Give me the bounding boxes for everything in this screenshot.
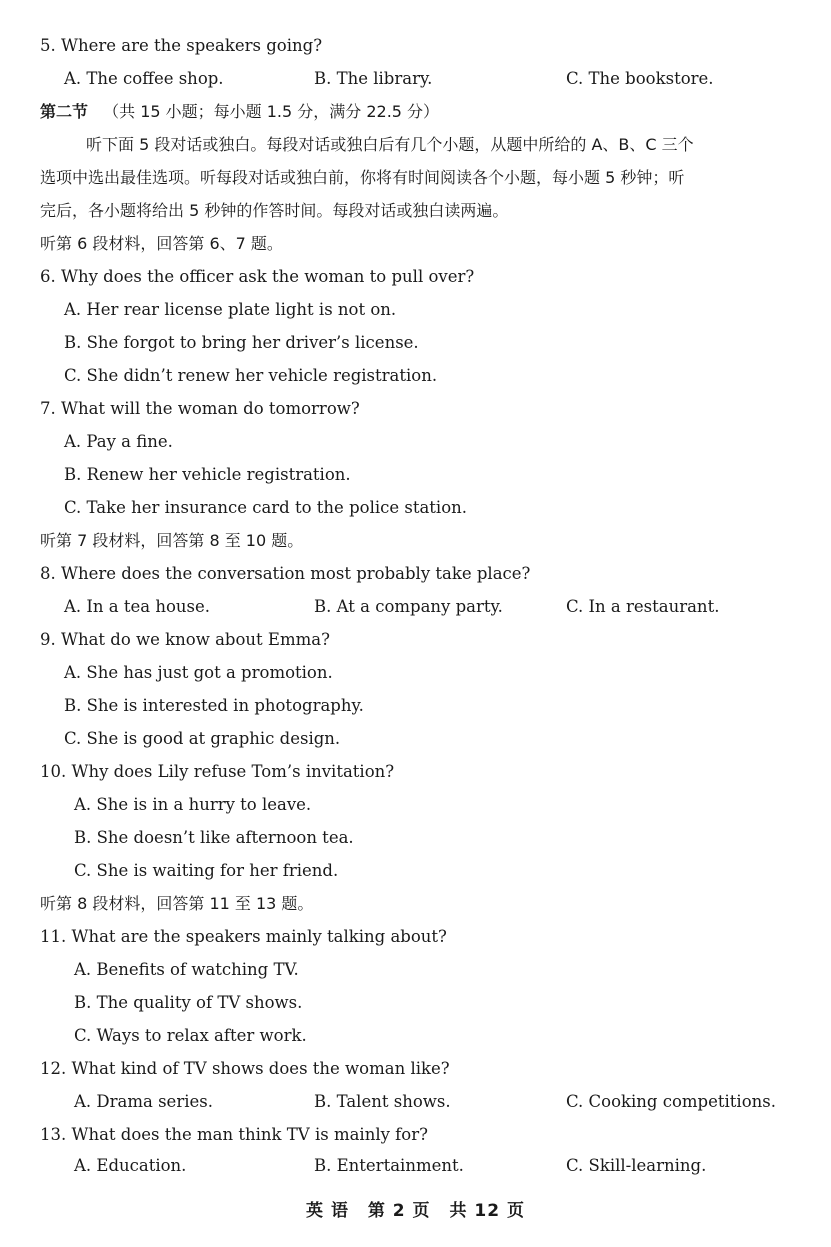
question-11-option-c: C. Ways to relax after work. (74, 1026, 307, 1045)
question-12-option-a: A. Drama series. (74, 1092, 213, 1111)
instructions-line-3: 完后，各小题将给出 5 秒钟的作答时间。每段对话或独白读两遍。 (40, 201, 509, 220)
question-12-stem: 12. What kind of TV shows does the woman like? (40, 1059, 450, 1078)
question-10-option-b: B. She doesn’t like afternoon tea. (74, 828, 354, 847)
question-13-option-a: A. Education. (74, 1156, 187, 1175)
question-6-option-c: C. She didn’t renew her vehicle registration. (64, 366, 438, 385)
question-7-option-b: B. Renew her vehicle registration. (64, 465, 351, 484)
question-10-option-c: C. She is waiting for her friend. (74, 861, 339, 880)
section-heading (40, 101, 439, 123)
question-5-option-a: A. The coffee shop. (64, 69, 224, 88)
question-6-stem: 6. Why does the officer ask the woman to pull over? (40, 267, 475, 286)
footer-total-pages: 共 12 页 (449, 1201, 525, 1221)
instructions-line-1: 听下面 5 段对话或独白。每段对话或独白后有几个小题，从题中所给的 A、B、C 三个 (86, 135, 694, 154)
question-10-option-a: A. She is in a hurry to leave. (74, 795, 312, 814)
page-footer (0, 1196, 831, 1221)
question-9-stem: 9. What do we know about Emma? (40, 630, 330, 649)
question-13-option-b: B. Entertainment. (314, 1156, 464, 1175)
question-7-option-c: C. Take her insurance card to the police station. (64, 498, 468, 517)
question-8-stem: 8. Where does the conversation most probably take place? (40, 564, 531, 583)
question-13-stem: 13. What does the man think TV is mainly for? (40, 1125, 428, 1144)
question-10-stem: 10. Why does Lily refuse Tom’s invitation? (40, 762, 395, 781)
question-13-option-c: C. Skill-learning. (566, 1156, 707, 1175)
question-8-option-c: C. In a restaurant. (566, 597, 720, 616)
footer-subject: 英 语 (306, 1201, 349, 1221)
question-5-option-b: B. The library. (314, 69, 433, 88)
material-8-label: 听第 8 段材料，回答第 11 至 13 题。 (40, 894, 314, 913)
question-6-option-b: B. She forgot to bring her driver’s license. (64, 333, 419, 352)
question-11-option-b: B. The quality of TV shows. (74, 993, 303, 1012)
question-11-stem: 11. What are the speakers mainly talking about? (40, 927, 447, 946)
material-7-label: 听第 7 段材料，回答第 8 至 10 题。 (40, 531, 304, 550)
section-title: 第二节 (40, 102, 89, 121)
question-9-option-b: B. She is interested in photography. (64, 696, 364, 715)
question-6-option-a: A. Her rear license plate light is not on. (64, 300, 397, 319)
material-6-label: 听第 6 段材料，回答第 6、7 题。 (40, 234, 283, 253)
question-7-option-a: A. Pay a fine. (64, 432, 173, 451)
question-8-option-a: A. In a tea house. (64, 597, 211, 616)
question-5-stem: 5. Where are the speakers going? (40, 36, 323, 55)
question-12-option-b: B. Talent shows. (314, 1092, 451, 1111)
question-5-option-c: C. The bookstore. (566, 69, 714, 88)
question-7-stem: 7. What will the woman do tomorrow? (40, 399, 360, 418)
footer-page-number: 第 2 页 (367, 1201, 431, 1221)
question-9-option-c: C. She is good at graphic design. (64, 729, 341, 748)
question-11-option-a: A. Benefits of watching TV. (74, 960, 299, 979)
question-12-option-c: C. Cooking competitions. (566, 1092, 776, 1111)
section-note: （共 15 小题；每小题 1.5 分，满分 22.5 分） (103, 102, 440, 121)
question-9-option-a: A. She has just got a promotion. (64, 663, 333, 682)
question-8-option-b: B. At a company party. (314, 597, 503, 616)
instructions-line-2: 选项中选出最佳选项。听每段对话或独白前，你将有时间阅读各个小题，每小题 5 秒钟；听 (40, 168, 685, 187)
